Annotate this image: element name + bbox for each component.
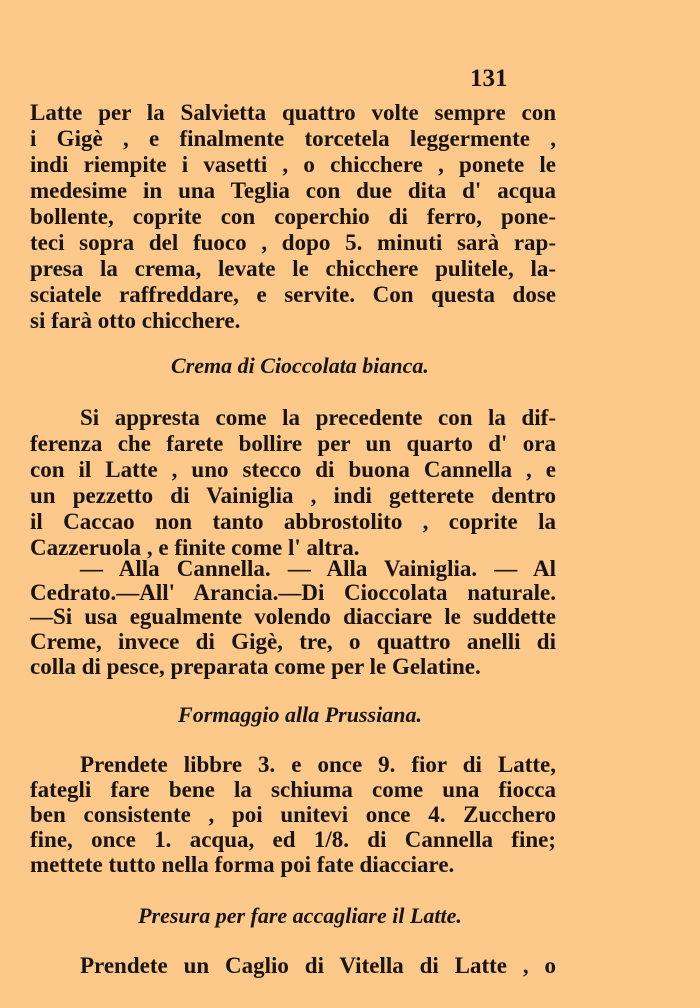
text-line: Cazzeruola , e finite come l' altra.	[30, 535, 360, 560]
section-heading: Crema di Cioccolata bianca.	[171, 353, 429, 378]
text-line: medesime in una Teglia con due dita d' acqua	[30, 178, 556, 203]
text-line: ferenza che farete bollire per un quarto d' ora	[30, 431, 556, 456]
text-line: Latte per la Salvietta quattro volte sempre con	[30, 100, 556, 125]
text-line: Prendete libbre 3. e once 9. fior di Latte,	[80, 752, 556, 777]
text-line: — Alla Cannella. — Alla Vainiglia. — Al	[80, 556, 556, 581]
text-line: con il Latte , uno stecco di buona Cannella , e	[30, 457, 556, 482]
text-line: il Caccao non tanto abbrostolito , coprite la	[30, 509, 556, 534]
text-line: indi riempite i vasetti , o chicchere , ponete le	[30, 152, 556, 177]
text-line: Prendete un Caglio di Vitella di Latte , o	[80, 953, 556, 978]
text-line: presa la crema, levate le chicchere pulitele, la-	[30, 256, 556, 281]
text-line: un pezzetto di Vainiglia , indi getterete dentro	[30, 483, 556, 508]
page-number: 131	[470, 65, 508, 92]
text-line: —Si usa egualmente volendo diacciare le suddette	[30, 604, 556, 629]
text-line: Creme, invece di Gigè, tre, o quattro anelli di	[30, 629, 556, 654]
text-line: i Gigè , e finalmente torcetela leggermente ,	[30, 126, 556, 151]
text-line: ben consistente , poi unitevi once 4. Zucchero	[30, 802, 556, 827]
section-heading: Formaggio alla Prussiana.	[178, 702, 422, 727]
text-line: si farà otto chicchere.	[30, 308, 241, 333]
section-heading: Presura per fare accagliare il Latte.	[138, 903, 462, 928]
text-line: fategli fare bene la schiuma come una fiocca	[30, 777, 556, 802]
text-line: bollente, coprite con coperchio di ferro, pone-	[30, 204, 556, 229]
text-line: sciatele raffreddare, e servite. Con questa dose	[30, 282, 556, 307]
text-line: mettete tutto nella forma poi fate diacciare.	[30, 852, 455, 877]
text-line: Cedrato.—All' Arancia.—Di Cioccolata naturale.	[30, 580, 556, 605]
text-line: Si appresta come la precedente con la dif-	[80, 405, 556, 430]
text-line: colla di pesce, preparata come per le Gelatine.	[30, 654, 481, 679]
text-line: teci sopra del fuoco , dopo 5. minuti sarà rap-	[30, 230, 556, 255]
text-line: fine, once 1. acqua, ed 1/8. di Cannella fine;	[30, 827, 556, 852]
